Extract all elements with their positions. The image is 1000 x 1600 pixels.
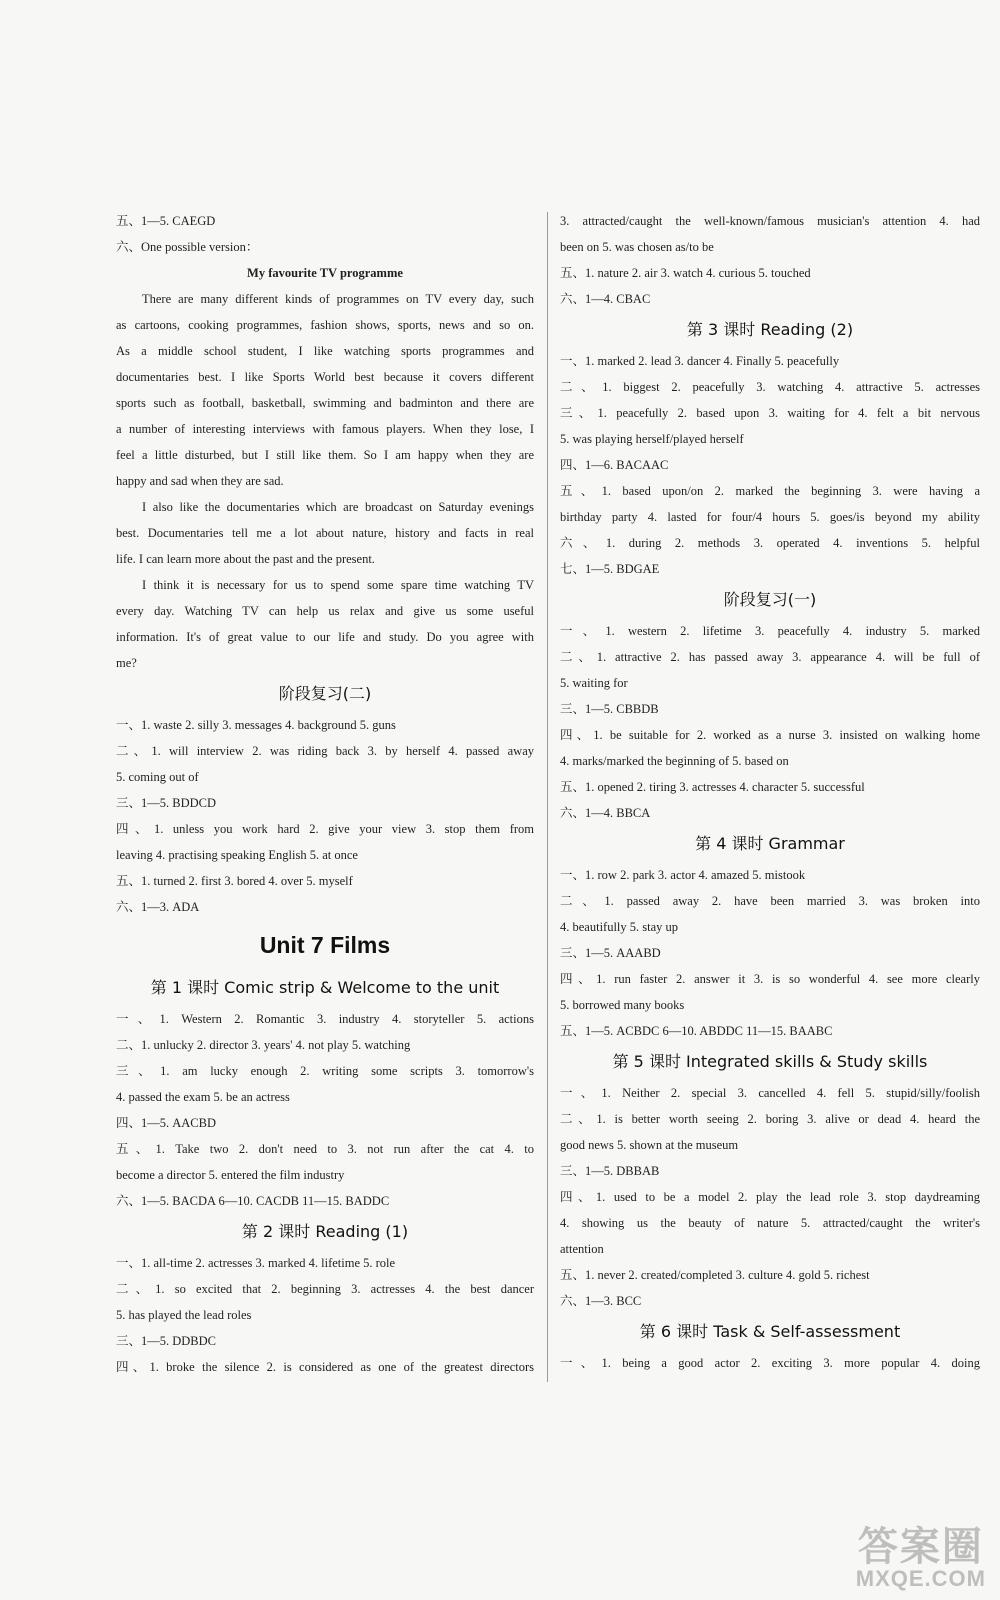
answer-line: me?	[116, 656, 137, 670]
answer-line: 三、1—5. DDBDC	[116, 1334, 217, 1348]
answer-line: 七、1—5. BDGAE	[560, 562, 660, 576]
answer-line: 三、1—5. AAABD	[560, 946, 661, 960]
answer-line: 五、1. nature 2. air 3. watch 4. curious 5. touched	[560, 266, 811, 280]
answer-line: 三、1—5. BDDCD	[116, 796, 217, 810]
answer-line: 三、1. peacefully 2. based upon 3. waiting for 4. felt a bit nervous	[560, 406, 980, 420]
answer-line: 二、1. so excited that 2. beginning 3. actresses 4. the best dancer	[116, 1282, 534, 1296]
answer-line: 三、1—5. CBBDB	[560, 702, 659, 716]
watermark-logo	[856, 1515, 986, 1592]
answer-line: life. I can learn more about the past and the present.	[116, 552, 375, 566]
answer-line: 六、1. during 2. methods 3. operated 4. inventions 5. helpful	[560, 536, 980, 550]
answer-line: 一、1. western 2. lifetime 3. peacefully 4. industry 5. marked	[560, 624, 980, 638]
answer-line: 一、1. row 2. park 3. actor 4. amazed 5. mistook	[560, 868, 806, 882]
answer-line: leaving 4. practising speaking English 5. at once	[116, 848, 358, 862]
answer-line: 四、1. run faster 2. answer it 3. is so wonderful 4. see more clearly	[560, 972, 980, 986]
answer-line: 五、1. Take two 2. don't need to 3. not run after the cat 4. to	[116, 1142, 534, 1156]
answer-line: 一、1. Western 2. Romantic 3. industry 4. storyteller 5. actions	[116, 1012, 534, 1026]
watermark-text: 答案圈	[857, 1524, 984, 1570]
answer-line: 5. waiting for	[560, 676, 628, 690]
unit-heading: Unit 7 Films	[259, 932, 391, 958]
answer-line: as cartoons, cooking programmes, fashion shows, sports, news and so on.	[116, 318, 534, 332]
answer-line: 4. passed the exam 5. be an actress	[116, 1090, 290, 1104]
answer-line: 五、1. based upon/on 2. marked the beginning 3. were having a	[560, 484, 980, 498]
answer-line: 六、1—4. BBCA	[560, 806, 651, 820]
answer-line: 四、1. unless you work hard 2. give your view 3. stop them from	[116, 822, 534, 836]
answer-line: 二、1. passed away 2. have been married 3. was broken into	[560, 894, 980, 908]
answer-line: 5. was playing herself/played herself	[560, 432, 744, 446]
answer-line: 五、1. never 2. created/completed 3. culture 4. gold 5. richest	[560, 1268, 870, 1282]
answer-line: I think it is necessary for us to spend some spare time watching TV	[142, 578, 534, 592]
answer-line: 五、1—5. ACBDC 6—10. ABDDC 11—15. BAABC	[560, 1024, 833, 1038]
answer-line: been on 5. was chosen as/to be	[560, 240, 714, 254]
section-heading: 第 6 课时 Task & Self-assessment	[639, 1322, 901, 1341]
answer-line: 二、1. will interview 2. was riding back 3. by herself 4. passed away	[116, 744, 534, 758]
answer-line: 五、1—5. CAEGD	[116, 214, 216, 228]
answer-line: 4. beautifully 5. stay up	[560, 920, 679, 934]
answer-line: 四、1—5. AACBD	[116, 1116, 217, 1130]
left-column	[116, 208, 534, 1380]
answer-line: 二、1. unlucky 2. director 3. years' 4. not play 5. watching	[116, 1038, 411, 1052]
answer-line: happy and sad when they are sad.	[116, 474, 284, 488]
section-heading: 第 5 课时 Integrated skills & Study skills	[612, 1052, 928, 1071]
answer-line: 四、1. broke the silence 2. is considered as one of the greatest directors	[116, 1360, 534, 1374]
answer-line: 六、One possible version：	[116, 240, 259, 254]
answer-line: become a director 5. entered the film industry	[116, 1168, 345, 1182]
answer-line: As a middle school student, I like watching sports programmes and	[116, 344, 534, 358]
answer-line: 5. borrowed many books	[560, 998, 685, 1012]
answer-line: I also like the documentaries which are broadcast on Saturday evenings	[142, 500, 534, 514]
answer-line: information. It's of great value to our life and study. Do you agree with	[116, 630, 534, 644]
answer-line: good news 5. shown at the museum	[560, 1138, 739, 1152]
answer-line: 二、1. is better worth seeing 2. boring 3. alive or dead 4. heard the	[560, 1112, 980, 1126]
section-heading: 第 1 课时 Comic strip & Welcome to the unit	[150, 978, 500, 997]
answer-line: 二、1. biggest 2. peacefully 3. watching 4. attractive 5. actresses	[560, 380, 980, 394]
answer-line: every day. Watching TV can help us relax and give us some useful	[116, 604, 534, 618]
answer-line: 三、1. am lucky enough 2. writing some scripts 3. tomorrow's	[116, 1064, 534, 1078]
watermark-url: MXQE.COM	[855, 1566, 986, 1591]
answer-line: 一、1. Neither 2. special 3. cancelled 4. fell 5. stupid/silly/foolish	[560, 1086, 980, 1100]
answer-line: 五、1. opened 2. tiring 3. actresses 4. character 5. successful	[560, 780, 865, 794]
answer-line: 四、1—6. BACAAC	[560, 458, 669, 472]
section-heading: 阶段复习(二)	[278, 684, 372, 703]
answer-line: 三、1—5. DBBAB	[560, 1164, 660, 1178]
answer-line: 一、1. marked 2. lead 3. dancer 4. Finally 5. peacefully	[560, 354, 840, 368]
answer-line: 二、1. attractive 2. has passed away 3. appearance 4. will be full of	[560, 650, 980, 664]
answer-line: documentaries best. I like Sports World best because it covers different	[116, 370, 534, 384]
answer-line: 四、1. be suitable for 2. worked as a nurse 3. insisted on walking home	[560, 728, 980, 742]
answer-line: 一、1. waste 2. silly 3. messages 4. background 5. guns	[116, 718, 396, 732]
answer-line: 5. has played the lead roles	[116, 1308, 252, 1322]
answer-line: 六、1—3. ADA	[116, 900, 200, 914]
answer-line: 4. showing us the beauty of nature 5. attracted/caught the writer's	[560, 1216, 980, 1230]
column-divider	[547, 212, 548, 1382]
answer-line: 四、1. used to be a model 2. play the lead role 3. stop daydreaming	[560, 1190, 980, 1204]
answer-line: feel a little disturbed, but I still like them. So I am happy when they are	[116, 448, 534, 462]
answer-line: birthday party 4. lasted for four/4 hours 5. goes/is beyond my ability	[560, 510, 980, 524]
answer-line: 六、1—5. BACDA 6—10. CACDB 11—15. BADDC	[116, 1194, 390, 1208]
section-heading: 第 4 课时 Grammar	[695, 834, 845, 853]
answer-line: 4. marks/marked the beginning of 5. based on	[560, 754, 789, 768]
section-heading: 第 3 课时 Reading (2)	[686, 320, 854, 339]
answer-line: sports such as football, basketball, swimming and badminton and there are	[116, 396, 534, 410]
essay-title: My favourite TV programme	[247, 266, 403, 280]
answer-line: best. Documentaries tell me a lot about nature, history and facts in real	[116, 526, 534, 540]
answer-line: 一、1. being a good actor 2. exciting 3. more popular 4. doing	[560, 1356, 980, 1370]
answer-line: 5. coming out of	[116, 770, 199, 784]
answer-line: There are many different kinds of programmes on TV every day, such	[142, 292, 534, 306]
section-heading: 阶段复习(一)	[723, 590, 817, 609]
answer-line: 一、1. all-time 2. actresses 3. marked 4. lifetime 5. role	[116, 1256, 396, 1270]
answer-line: 六、1—4. CBAC	[560, 292, 651, 306]
answer-line: attention	[560, 1242, 604, 1256]
answer-line: 六、1—3. BCC	[560, 1294, 642, 1308]
answer-line: 五、1. turned 2. first 3. bored 4. over 5. myself	[116, 874, 353, 888]
answer-line: 3. attracted/caught the well-known/famous musician's attention 4. had	[560, 214, 980, 228]
section-heading: 第 2 课时 Reading (1)	[241, 1222, 409, 1241]
answer-line: a number of interesting interviews with famous players. When they lose, I	[116, 422, 534, 436]
right-column	[560, 208, 980, 1376]
